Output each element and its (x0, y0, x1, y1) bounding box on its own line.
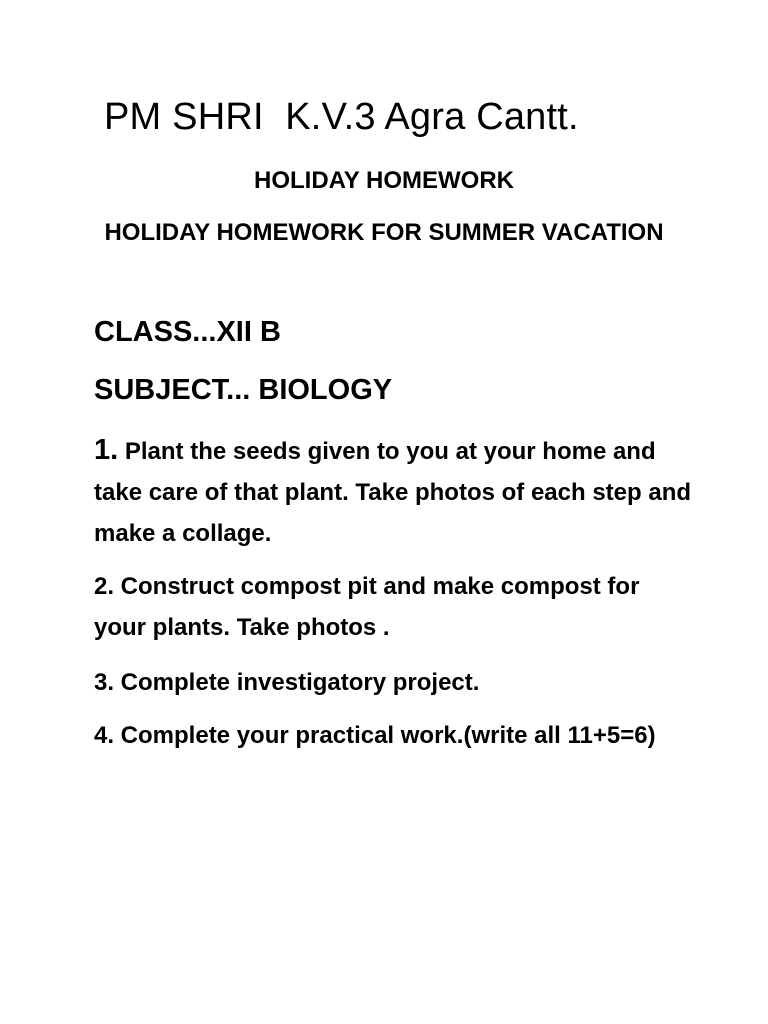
task-number: 3. (94, 669, 115, 696)
task-text: Complete your practical work.(write all 11+5=6) (114, 722, 656, 749)
task-item-2 (94, 566, 694, 648)
task-number: 2. (94, 573, 115, 600)
task-text: Complete investigatory project. (114, 669, 480, 696)
class-line: CLASS...XII B (94, 316, 281, 348)
school-name: PM SHRI K.V.3 Agra Cantt. (104, 96, 579, 138)
task-number: 4. (94, 722, 115, 749)
task-item-3 (94, 662, 694, 703)
task-item-4 (94, 715, 694, 756)
task-text: Plant the seeds given to you at your home and take care of that plant. Take photos of each step and make a collage. (94, 438, 692, 547)
homework-heading: HOLIDAY HOMEWORK (253, 167, 514, 194)
task-text: Construct compost pit and make compost for your plants. Take photos . (94, 573, 640, 641)
task-item-1 (94, 430, 694, 554)
homework-subheading: HOLIDAY HOMEWORK FOR SUMMER VACATION (104, 219, 664, 246)
task-number: 1. (94, 434, 119, 466)
subject-line: SUBJECT... BIOLOGY (94, 374, 393, 406)
